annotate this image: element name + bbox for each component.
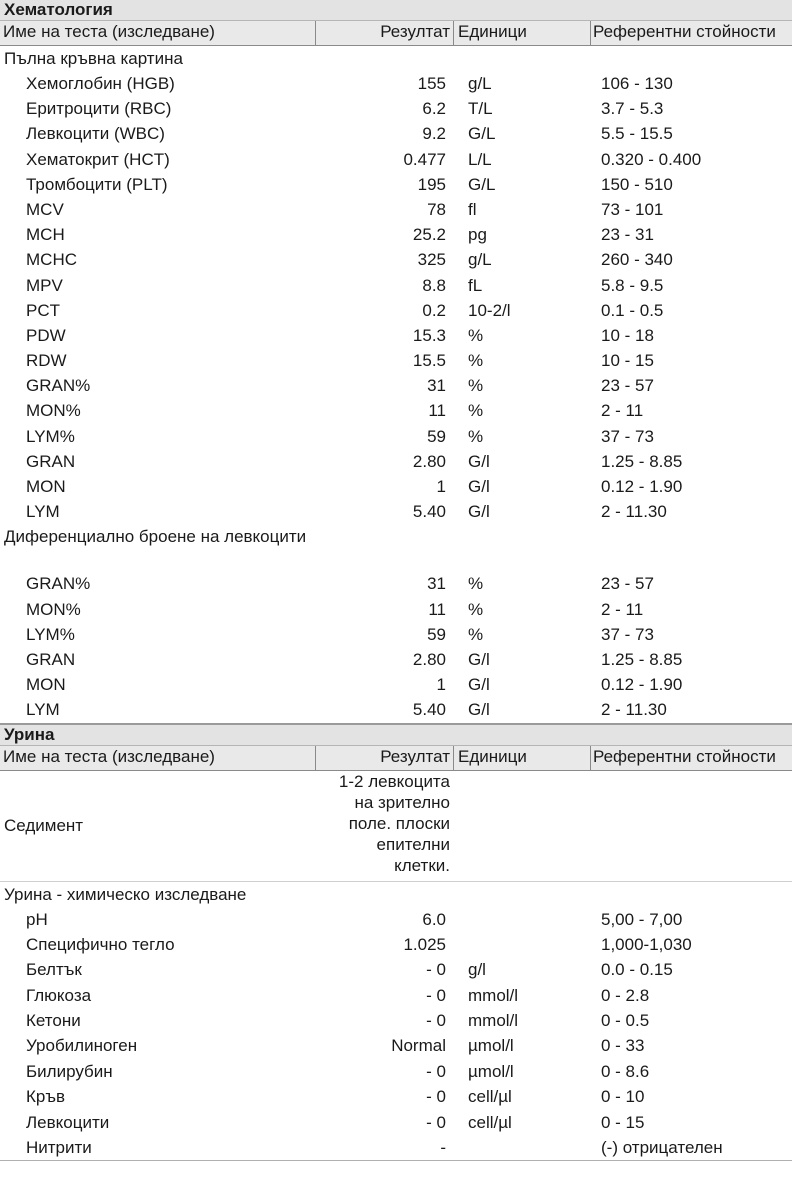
reference-cell: 23 - 57 <box>601 574 654 594</box>
table-row <box>0 1084 792 1109</box>
table-row <box>0 672 792 697</box>
header-reference: Референтни стойности <box>591 21 792 45</box>
reference-cell: 2 - 11.30 <box>601 700 667 720</box>
units-cell: mmol/l <box>468 985 519 1005</box>
test-name-cell: Билирубин <box>26 1061 113 1081</box>
units-cell: µmol/l <box>468 1061 514 1081</box>
units-cell: g/L <box>468 74 492 93</box>
table-row <box>0 247 792 272</box>
result-cell: Normal <box>391 1036 446 1056</box>
units-cell: G/l <box>468 675 490 695</box>
units-cell <box>454 907 591 932</box>
table-row <box>0 983 792 1008</box>
reference-cell: 10 - 15 <box>601 351 654 371</box>
result-cell: 2.80 <box>412 451 446 471</box>
test-name-cell: LYM% <box>26 624 75 644</box>
test-name-cell: LYM <box>26 700 60 720</box>
cbc-rows <box>0 71 792 524</box>
units-cell: % <box>468 624 484 644</box>
table-row <box>0 1059 792 1084</box>
result-cell: 1 <box>436 477 446 496</box>
units-cell: fL <box>468 275 483 295</box>
test-name-cell: Тромбоцити (PLT) <box>26 174 168 194</box>
table-row <box>0 957 792 982</box>
result-cell: 0.2 <box>422 300 446 320</box>
result-cell: 8.8 <box>422 275 446 295</box>
test-name-cell: RDW <box>26 351 67 371</box>
header-result: Резултат <box>316 21 454 45</box>
reference-cell: 3.7 - 5.3 <box>601 99 664 119</box>
units-cell: G/l <box>468 700 490 720</box>
test-name-cell: Белтък <box>26 960 82 980</box>
units-cell: mmol/l <box>468 1011 519 1031</box>
table-row <box>0 424 792 449</box>
urine-table-header <box>0 745 792 771</box>
table-row <box>0 298 792 323</box>
table-bottom-border <box>0 1160 792 1161</box>
sediment-result <box>320 771 458 881</box>
result-cell: 0.477 <box>403 149 446 169</box>
test-name-cell: Специфично тегло <box>26 934 175 954</box>
reference-cell: 0 - 0.5 <box>601 1011 650 1031</box>
units-cell <box>454 1135 591 1160</box>
test-name-cell: MON% <box>26 599 81 619</box>
result-cell: 155 <box>417 74 446 93</box>
test-name-cell: MON% <box>26 401 81 421</box>
table-row <box>0 147 792 172</box>
result-cell: - <box>440 1138 446 1158</box>
test-name-cell: Хемоглобин (HGB) <box>26 74 175 93</box>
reference-cell: 37 - 73 <box>601 624 654 644</box>
result-cell: 31 <box>427 574 446 594</box>
table-row <box>0 647 792 672</box>
test-name-cell: Еритроцити (RBC) <box>26 99 172 119</box>
urine-section-title: Урина <box>0 723 792 745</box>
header-test-name: Име на теста (изследване) <box>0 746 316 770</box>
test-name-cell: PCT <box>26 300 60 320</box>
units-cell: % <box>468 351 484 371</box>
test-name-cell: GRAN% <box>26 376 91 396</box>
result-cell: - 0 <box>426 960 446 980</box>
test-name-cell: LYM <box>26 502 60 522</box>
units-cell: % <box>468 426 484 446</box>
units-cell: L/L <box>468 149 492 169</box>
units-cell: pg <box>468 225 487 245</box>
table-row <box>0 323 792 348</box>
sediment-name: Седимент <box>4 815 84 835</box>
table-row <box>0 172 792 197</box>
table-row <box>0 932 792 957</box>
sediment-result-line: 1-2 левкоцита <box>338 771 450 791</box>
table-row <box>0 121 792 146</box>
table-row <box>0 348 792 373</box>
reference-cell: 0.320 - 0.400 <box>601 149 702 169</box>
test-name-cell: MON <box>26 675 66 695</box>
reference-cell: 0.1 - 0.5 <box>601 300 664 320</box>
result-cell: 15.5 <box>412 351 446 371</box>
reference-cell: (-) отрицателен <box>601 1138 723 1158</box>
table-row <box>0 449 792 474</box>
test-name-cell: MON <box>26 477 66 496</box>
result-cell: 9.2 <box>422 124 446 144</box>
table-row <box>0 71 792 96</box>
table-row <box>0 373 792 398</box>
table-row <box>0 597 792 622</box>
result-cell: - 0 <box>426 1087 446 1107</box>
units-cell: % <box>468 599 484 619</box>
result-cell: 1.025 <box>403 934 446 954</box>
test-name-cell: MCV <box>26 199 64 219</box>
units-cell: G/l <box>468 502 490 522</box>
units-cell: G/l <box>468 451 490 471</box>
test-name-cell: pH <box>26 909 48 929</box>
table-row <box>0 273 792 298</box>
reference-cell: 0 - 2.8 <box>601 985 650 1005</box>
test-name-cell: MPV <box>26 275 63 295</box>
group-cbc: Пълна кръвна картина <box>4 49 183 68</box>
table-row <box>0 1033 792 1058</box>
test-name-cell: MCH <box>26 225 65 245</box>
result-cell: - 0 <box>426 1011 446 1031</box>
result-cell: 78 <box>427 199 446 219</box>
units-cell: G/L <box>468 124 496 144</box>
result-cell: 59 <box>427 624 446 644</box>
units-cell: G/l <box>468 477 490 496</box>
sediment-result-line: клетки. <box>394 855 450 875</box>
test-name-cell: Левкоцити (WBC) <box>26 124 165 144</box>
table-row <box>0 697 792 722</box>
reference-cell: 150 - 510 <box>601 174 673 194</box>
test-name-cell: GRAN <box>26 451 76 471</box>
units-cell: % <box>468 376 484 396</box>
table-row <box>0 1135 792 1160</box>
table-row <box>0 197 792 222</box>
units-cell: % <box>468 401 484 421</box>
reference-cell: 5.8 - 9.5 <box>601 275 664 295</box>
reference-cell: 23 - 57 <box>601 376 654 396</box>
units-cell: G/l <box>468 649 490 669</box>
table-row <box>0 222 792 247</box>
units-cell: % <box>468 325 484 345</box>
reference-cell: 37 - 73 <box>601 426 654 446</box>
result-cell: 195 <box>417 174 446 194</box>
result-cell: 11 <box>428 599 446 619</box>
reference-cell: 1.25 - 8.85 <box>601 451 683 471</box>
reference-cell: 2 - 11.30 <box>601 502 667 522</box>
result-cell: 31 <box>427 376 446 396</box>
result-cell: 6.0 <box>422 909 446 929</box>
reference-cell: 0 - 33 <box>601 1036 645 1056</box>
units-cell: G/L <box>468 174 496 194</box>
urine-chem-rows <box>0 907 792 1161</box>
test-name-cell: Глюкоза <box>26 985 92 1005</box>
result-cell: 5.40 <box>412 502 446 522</box>
units-cell: µmol/l <box>468 1036 514 1056</box>
header-test-name: Име на теста (изследване) <box>0 21 316 45</box>
reference-cell: 5,00 - 7,00 <box>601 909 683 929</box>
result-cell: 59 <box>427 426 446 446</box>
sediment-result-line: епителни <box>376 834 450 854</box>
table-row <box>0 907 792 932</box>
table-row <box>0 499 792 524</box>
sediment-result-line: на зрително <box>354 792 450 812</box>
units-cell <box>454 932 591 957</box>
units-cell: g/l <box>468 960 486 980</box>
reference-cell: 0 - 15 <box>601 1112 645 1132</box>
test-name-cell: Уробилиноген <box>26 1036 138 1056</box>
table-row <box>0 96 792 121</box>
result-cell: - 0 <box>426 1061 446 1081</box>
result-cell: 5.40 <box>412 700 446 720</box>
header-reference: Референтни стойности <box>591 746 792 770</box>
reference-cell: 0.12 - 1.90 <box>601 675 683 695</box>
table-row <box>0 398 792 423</box>
result-cell: 325 <box>417 250 446 270</box>
header-units: Единици <box>454 21 591 45</box>
hematology-section-title: Хематология <box>0 0 792 20</box>
test-name-cell: GRAN% <box>26 574 91 594</box>
result-cell: - 0 <box>426 985 446 1005</box>
result-cell: 2.80 <box>412 649 446 669</box>
units-cell: T/L <box>468 99 493 119</box>
reference-cell: 73 - 101 <box>601 199 664 219</box>
header-result: Резултат <box>316 746 454 770</box>
hematology-table-header <box>0 20 792 46</box>
units-cell: % <box>468 574 484 594</box>
test-name-cell: Нитрити <box>26 1138 92 1158</box>
units-cell: fl <box>468 199 477 219</box>
table-row <box>0 622 792 647</box>
sediment-result-line: поле. плоски <box>348 813 450 833</box>
units-cell: 10-2/l <box>468 300 511 320</box>
reference-cell: 0 - 8.6 <box>601 1061 650 1081</box>
differential-rows <box>0 571 792 722</box>
reference-cell: 5.5 - 15.5 <box>601 124 673 144</box>
test-name-cell: Левкоцити <box>26 1112 110 1132</box>
reference-cell: 106 - 130 <box>601 74 673 93</box>
table-row <box>0 1008 792 1033</box>
result-cell: 1 <box>436 675 446 695</box>
test-name-cell: MCHC <box>26 250 77 270</box>
result-cell: - 0 <box>426 1112 446 1132</box>
table-row <box>0 1110 792 1135</box>
test-name-cell: LYM% <box>26 426 75 446</box>
result-cell: 6.2 <box>422 99 446 119</box>
reference-cell: 1.25 - 8.85 <box>601 649 683 669</box>
group-differential: Диференциално броене на левкоцити <box>4 527 307 547</box>
table-row <box>0 474 792 499</box>
reference-cell: 23 - 31 <box>601 225 654 245</box>
test-name-cell: Кръв <box>26 1087 66 1107</box>
result-cell: 25.2 <box>412 225 446 245</box>
units-cell: g/L <box>468 250 492 270</box>
test-name-cell: Кетони <box>26 1011 81 1031</box>
result-cell: 11 <box>428 401 446 421</box>
reference-cell: 1,000-1,030 <box>601 934 692 954</box>
group-urine-chem: Урина - химическо изследване <box>4 884 247 904</box>
test-name-cell: Хематокрит (HCT) <box>26 149 170 169</box>
reference-cell: 0.12 - 1.90 <box>601 477 683 496</box>
test-name-cell: PDW <box>26 325 66 345</box>
result-cell: 15.3 <box>412 325 446 345</box>
reference-cell: 2 - 11 <box>601 599 644 619</box>
units-cell: cell/µl <box>468 1087 512 1107</box>
header-units: Единици <box>454 746 591 770</box>
table-row <box>0 571 792 596</box>
test-name-cell: GRAN <box>26 649 76 669</box>
reference-cell: 10 - 18 <box>601 325 654 345</box>
reference-cell: 260 - 340 <box>601 250 673 270</box>
reference-cell: 2 - 11 <box>601 401 644 421</box>
reference-cell: 0.0 - 0.15 <box>601 960 673 980</box>
units-cell: cell/µl <box>468 1112 512 1132</box>
reference-cell: 0 - 10 <box>601 1087 645 1107</box>
sediment-row <box>0 771 792 882</box>
